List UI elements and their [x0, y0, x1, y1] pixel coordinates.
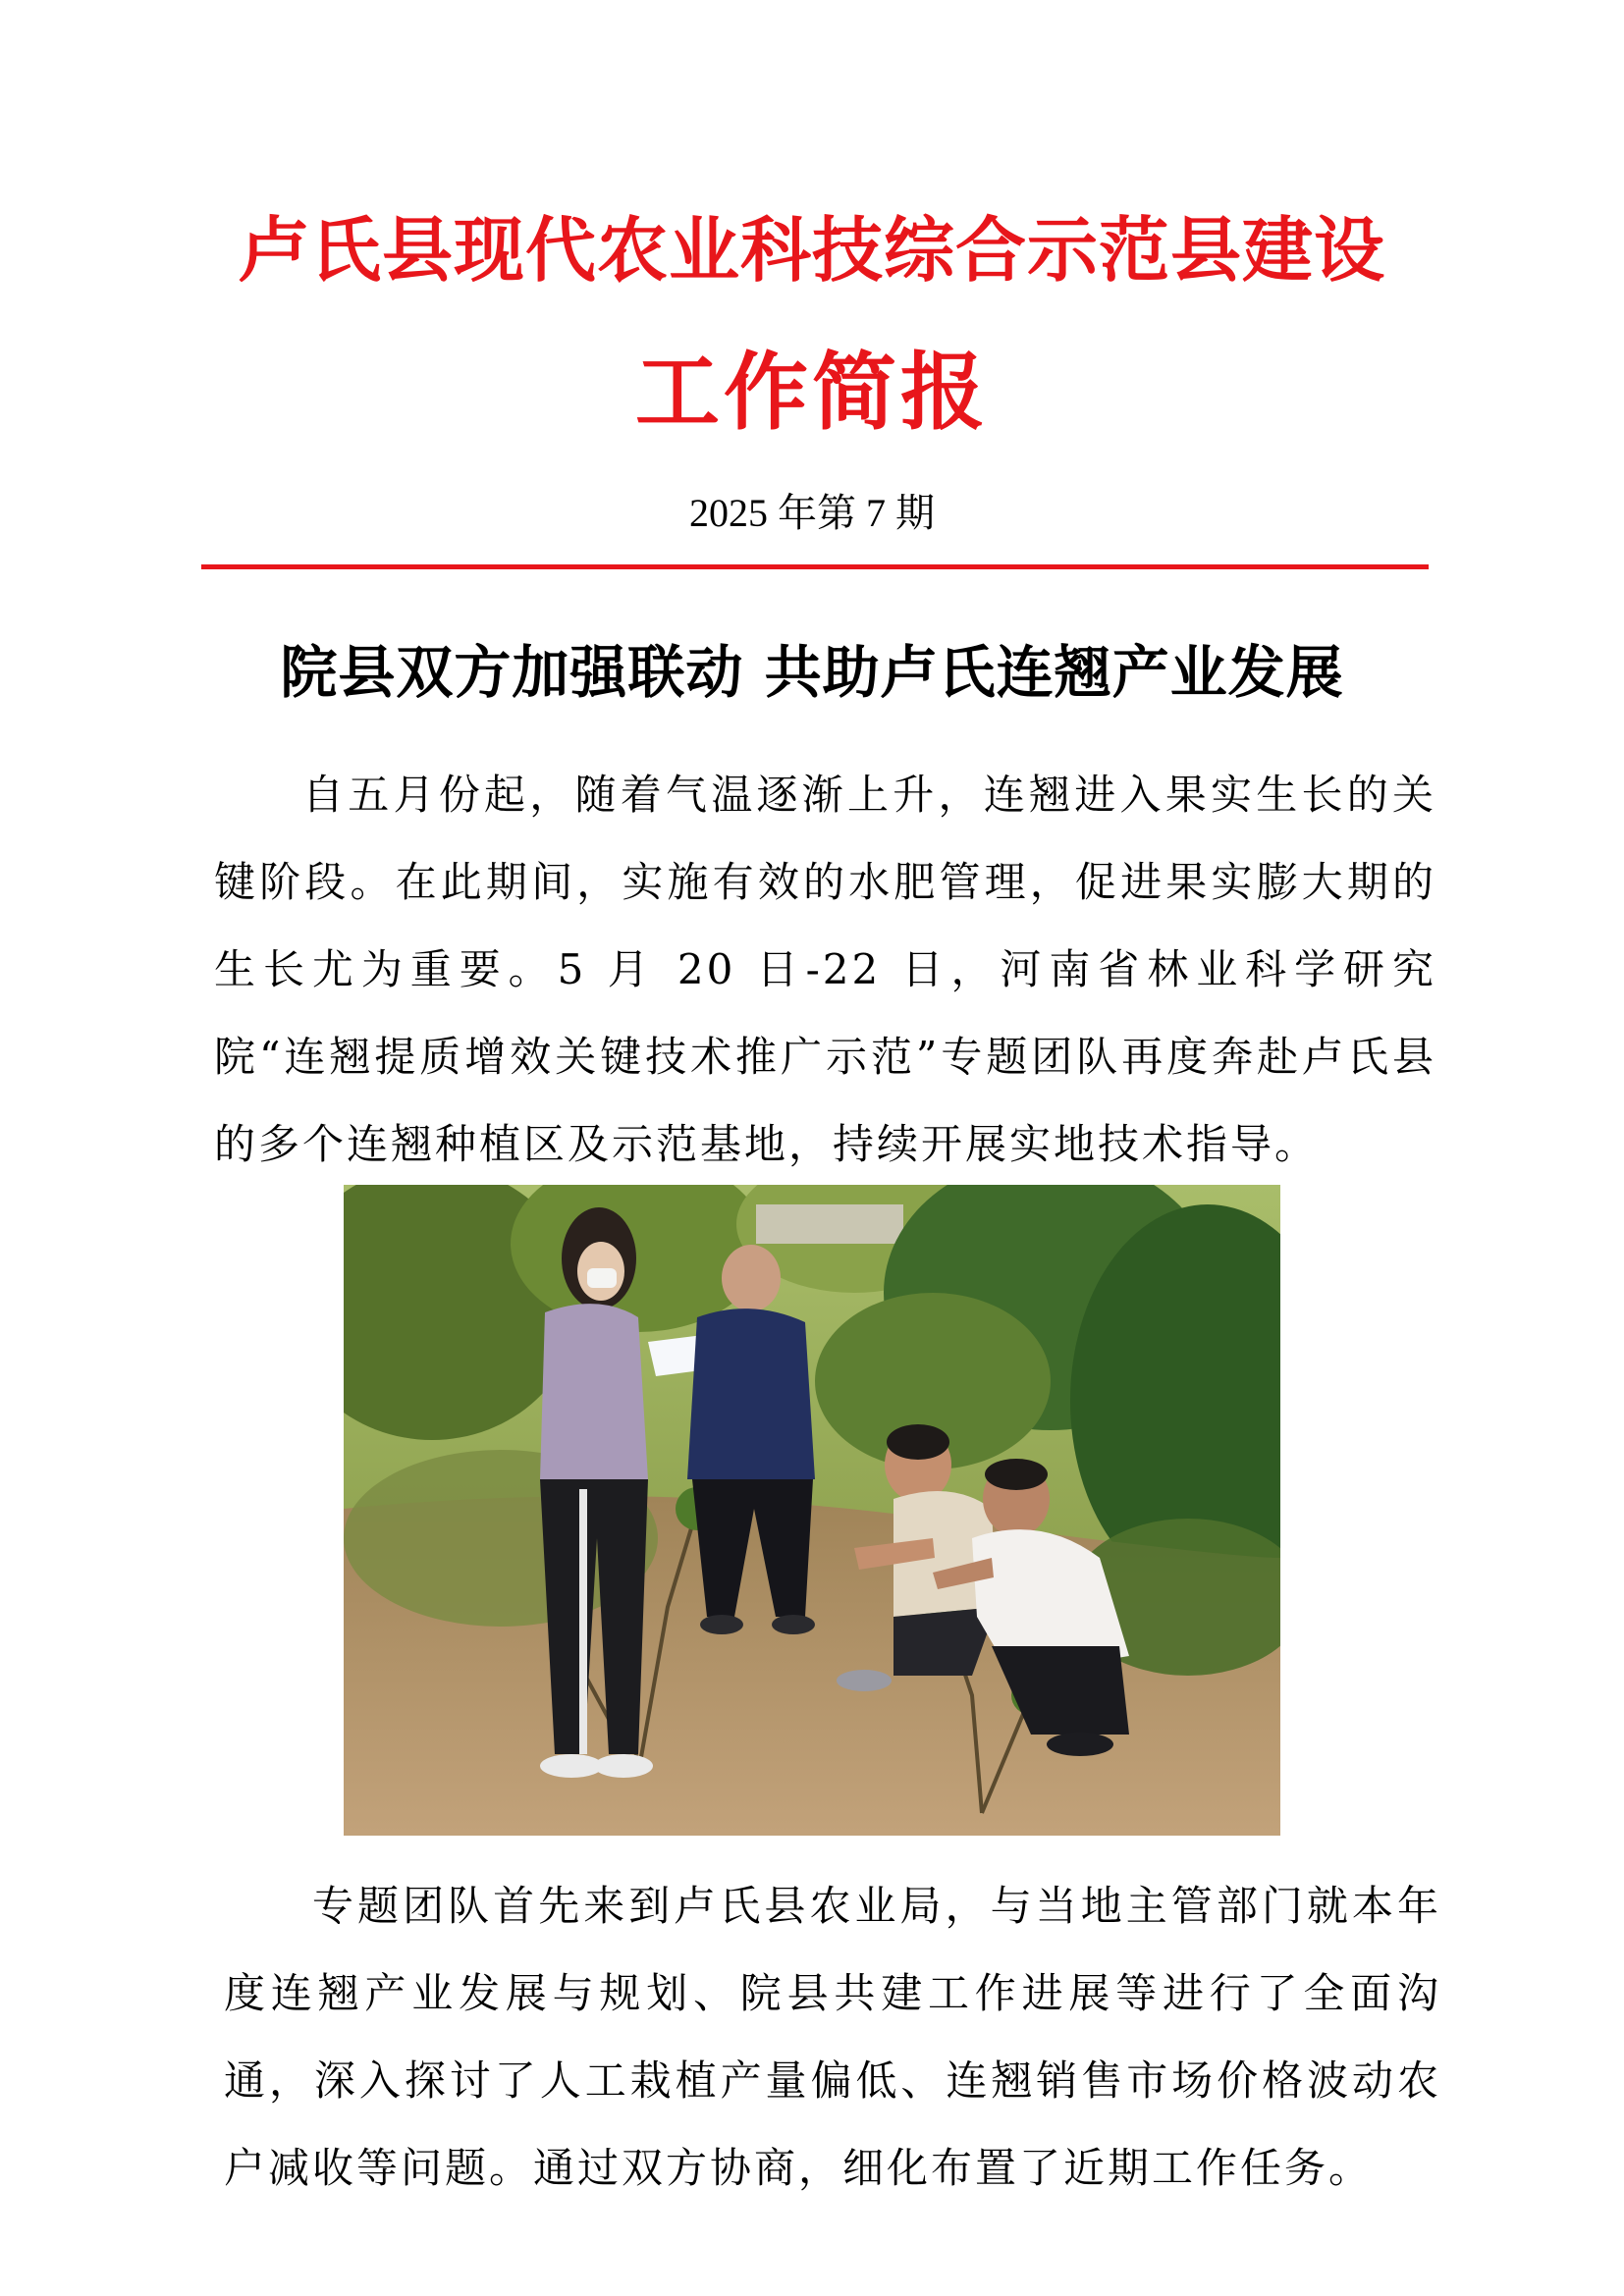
article-title: 院县双方加强联动 共助卢氏连翘产业发展: [280, 639, 1344, 706]
field-photo: [344, 1185, 1280, 1836]
bulletin-subtitle: 工作简报: [635, 343, 989, 442]
issue-number: 2025 年第 7 期: [689, 491, 935, 535]
article-paragraph-2: 专题团队首先来到卢氏县农业局，与当地主管部门就本年度连翘产业发展与规划、院县共建工作进展等进行了全面沟通，深入探讨了人工栽植产量偏低、连翘销售市场价格波动农户减收等问题。通过双方协商，细化布置了近期工作任务。: [224, 1882, 1441, 2192]
header-divider: [201, 564, 1429, 569]
article-paragraph-1: 自五月份起，随着气温逐渐上升，连翘进入果实生长的关键阶段。在此期间，实施有效的水肥管理，促进果实膨大期的生长尤为重要。5 月 20 日-22 日，河南省林业科学研究院“连翘提质增效关键技术推广示范”专题团队再度奔赴卢氏县的多个连翘种植区及示范基地，持续开展实地技术指导。: [214, 771, 1436, 1168]
bulletin-title: 卢氏县现代农业科技综合示范县建设: [238, 208, 1385, 292]
